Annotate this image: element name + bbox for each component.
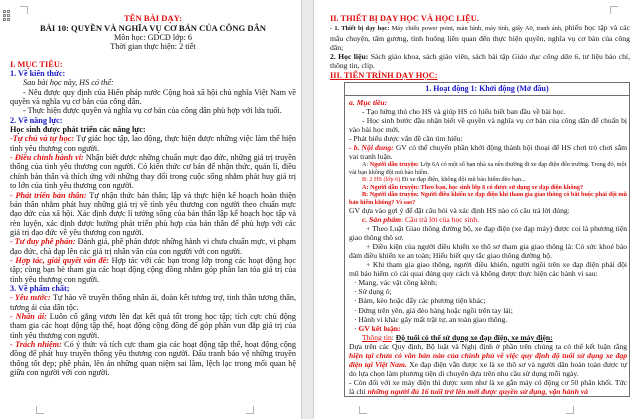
- paragraph: [10, 153, 296, 190]
- text-segment: Xe đạp điện vẫn được xe là xe thô sơ và người dân hoàn toàn được tự do lựa chọn làm phương tiện di chuyển dựa trên nhu cầu sử dụng mỗi ngày.: [349, 359, 627, 378]
- paragraph: [10, 134, 296, 153]
- text-segment: Tự giác học tập, lao động, thực hiện được những việc làm thể hiện tình yêu thương con người.: [10, 134, 296, 153]
- text-segment: -Tự chủ và tự học:: [10, 134, 77, 144]
- paragraph: [349, 206, 627, 215]
- paragraph: [330, 71, 630, 80]
- paragraph: [10, 88, 296, 107]
- text-segment: ·: [354, 323, 359, 333]
- text-segment: Đánh giá, phê phán được những hành vi chưa chuẩn mực, vi phạm đạo đức, chà đạp lên các giá trị nhân văn của con người với con người.: [10, 237, 296, 256]
- text-segment: GV dựa vào gợi ý để đặt câu hỏi và xác định HS nào có câu trả lời đúng:: [349, 206, 570, 215]
- text-segment: Độ tuổi có thể sử dụng xe đạp điện, xe máy điện:: [395, 332, 553, 342]
- paragraph: [349, 143, 627, 161]
- text-segment: - Hợp tác, giải quyết vấn đề:: [10, 255, 112, 265]
- text-segment: , tư liệu báo chí, thông tin, clip.: [330, 52, 630, 71]
- paragraph: [349, 333, 627, 342]
- activity-table-body: [345, 96, 629, 396]
- text-segment: :: [391, 332, 396, 342]
- text-segment: + Điều kiện của người điều khiển xe thô sơ tham gia giao thông là: Có sức khoẻ bảo đảm điều khiển xe an toàn; Hiểu biết quy tắc giao thông đường bộ.: [349, 242, 627, 261]
- paragraph: [10, 106, 296, 115]
- paragraph: [10, 125, 296, 134]
- paragraph: [349, 184, 627, 192]
- text-segment: hiện tại chưa có văn bản nào của chính phủ về việc quy định độ tuổi sử dụng xe đạp điện tại Việt Nam.: [349, 350, 627, 369]
- paragraph: [349, 315, 627, 324]
- text-segment: những người đủ 16 tuổi trở lên mới được quyền sử dụng, vận hành và: [367, 386, 588, 396]
- text-segment: Đi xe đạp điện, không đội mũ bảo hiểm đèo bạn...: [401, 176, 526, 183]
- text-segment: · Bám, kéo hoặc đẩy các phương tiện khác;: [354, 296, 486, 306]
- text-segment: - Điều chỉnh hành vi:: [10, 153, 86, 163]
- text-segment: 2. Về năng lực:: [10, 115, 63, 125]
- paragraph: [10, 293, 296, 312]
- text-segment: Có ý thức và tích cực tham gia các hoạt động tập thể, hoạt động cộng đồng để phát huy truyền thống yêu thương con người. Đấu tranh bảo vệ những truyền thống tốt đẹp; phê phán, lên án những quan niệm sai lầm, lệch lạc trong mối quan hệ giữa con người với con người.: [10, 340, 296, 378]
- paragraph: [349, 378, 627, 396]
- crop-mark: [566, 406, 574, 414]
- text-segment: c. Sản phẩm: [362, 215, 402, 225]
- text-segment: 2. Học liệu:: [330, 52, 371, 62]
- text-segment: - Phát triển bản thân:: [10, 190, 90, 200]
- paragraph: [10, 23, 296, 33]
- paragraph: [349, 260, 627, 278]
- text-segment: TÊN BÀI DẠY:: [124, 13, 182, 23]
- paragraph: [349, 287, 627, 296]
- text-segment: · Đứng trên yên, giá đèo hàng hoặc ngồi trên tay lái;: [354, 305, 513, 315]
- text-segment: - Tạo hứng thú cho HS và giúp HS có hiểu biết ban đầu về bài học.: [362, 106, 566, 116]
- paragraph: [10, 191, 296, 238]
- equipment-section: [330, 14, 630, 80]
- paragraph: [349, 324, 627, 333]
- text-segment: - Còn đối với xe máy điện thì được xem như là xe gắn máy có động cơ 50 phân khối. Tức là chỉ: [349, 377, 627, 396]
- text-segment: Nhận biết được những chuẩn mực đạo đức, những giá trị truyền thống của tình yêu thương con người. Có kiến thức cơ bản để nhận thức, quản lí, điều chỉnh bản thân và thích ứng với những thay đổi trong cuộc sống nhằm phát huy giá trị to lớn của tình yêu thương con người.: [10, 153, 296, 191]
- text-segment: Máy chiếu power point, màn hình, máy tính, giấy A0, tranh ảnh,: [391, 25, 565, 33]
- text-segment: Giáo dục công dân 6: [511, 52, 579, 62]
- left-page-content: [10, 13, 296, 377]
- paragraph: [349, 107, 627, 116]
- text-segment: Học sinh được phát triển các năng lực:: [10, 125, 146, 135]
- paragraph: [10, 312, 296, 340]
- text-segment: B: 2 HS (lớp 6): [362, 176, 402, 183]
- paragraph: [330, 52, 630, 71]
- paragraph: [10, 340, 296, 377]
- paragraph: [10, 33, 296, 42]
- text-segment: - b. Nội dung:: [349, 142, 396, 152]
- text-segment: I. MỤC TIÊU:: [10, 59, 63, 69]
- paragraph: [10, 237, 296, 256]
- text-segment: - Phát biểu được vấn đề cần tìm hiểu:: [349, 133, 463, 143]
- text-segment: Tự hào về truyền thống nhân ái, đoàn kết tương trợ, tinh thần tương thân, tương ái của dân tộc.: [10, 293, 297, 312]
- paragraph: [349, 176, 627, 184]
- text-segment: Luôn cố gắng vươn lên đạt kết quả tốt trong học tập; tích cực chủ động tham gia các hoạt động tập thể, hoạt động cộng đồng để góp phần vun đắp giá trị của tình yêu thương con người.: [10, 311, 296, 340]
- text-segment: - 1. Thiết bị dạy học:: [330, 25, 392, 33]
- text-segment: Hợp tác với các bạn trong lớp trong các hoạt động học tập; cùng bạn bè tham gia các hoạt động cộng đồng nhằm góp phần lan tỏa giá trị của tình yêu thương con người.: [10, 255, 297, 284]
- text-segment: + Khi tham gia giao thông, người điều khiển, người ngồi trên xe đạp điện phải đội mũ bảo hiểm có cài quai đúng quy cách và không được thực hiện các hành vi sau:: [349, 260, 627, 279]
- activity-table-header: 1. Hoạt động 1: Khởi động (Mở đầu): [345, 83, 629, 96]
- crop-mark: [359, 406, 367, 414]
- text-segment: : Câu trả lời của học sinh.: [401, 215, 480, 225]
- text-segment: BÀI 10: QUYỀN VÀ NGHĨA VỤ CƠ BẢN CỦA CÔNG DÂN: [39, 23, 266, 33]
- paragraph: [349, 342, 627, 378]
- paragraph: [330, 14, 630, 23]
- crop-mark: [246, 406, 254, 414]
- text-segment: GV kết luận:: [358, 323, 401, 333]
- text-segment: 3. Về phẩm chất;: [10, 283, 70, 293]
- text-segment: Sau bài học này, HS có thể:: [23, 78, 114, 88]
- crop-mark: [36, 406, 44, 414]
- paragraph: [10, 78, 296, 87]
- activity-table: [344, 82, 630, 397]
- paragraph: [349, 306, 627, 315]
- paragraph: [349, 116, 627, 134]
- paragraph: [10, 60, 296, 69]
- text-segment: Thời gian thực hiện: 2 tiết: [110, 42, 196, 52]
- text-segment: Tự nhận thức bản thân; lập và thực hiện kế hoạch hoàn thiện bản thân nhằm phát huy những giá trị về tình yêu thương con người theo chuẩn mực đạo đức của xã hội. Xác định được lí tưởng sống của bản thân lập kế hoạch học tập và rèn luyện, xác định được hướng phát triển phù hợp của bản thân để phù hợp với các giá trị đạo đức về yêu thương con người.: [10, 190, 296, 237]
- paragraph: [349, 191, 627, 206]
- text-segment: III. TIẾN TRÌNH DẠY HỌC:: [330, 70, 438, 80]
- text-segment: A: Người dẫn truyện: Theo bạn, học sinh lớp 6 có được sử dụng xe đạp điện không?: [362, 183, 584, 191]
- crop-mark: [610, 6, 618, 14]
- right-page-content: [330, 14, 630, 397]
- text-segment: - Nhân ái:: [10, 311, 50, 321]
- text-segment: - Nêu được quy định của Hiến pháp nước Cộng hoà xã hội chủ nghĩa Việt Nam về quyền và nghĩa vụ cơ bản của công dân.: [10, 87, 296, 107]
- text-segment: - Trách nhiệm:: [10, 340, 65, 349]
- paragraph: [349, 278, 627, 287]
- text-segment: Lớp 6A có một số bạn nhà xa nên thường đi xe đạp điện đến trường. Trong đó, một vài bạn không đội mũ bảo hiểm.: [349, 161, 627, 176]
- text-segment: Dựa trên các Quy định, Bộ luật và Nghị định ở phần trên chúng ta có thể kết luận rằng: [349, 341, 627, 351]
- text-segment: GV có thể chuyển phần khởi động thành hội thoại để HS chơi trò chơi sắm vai tranh luận.: [349, 142, 627, 161]
- text-segment: II. THIẾT BỊ DẠY HỌC VÀ HỌC LIỆU.: [330, 14, 479, 23]
- text-segment: phiếu học tập và các mẩu chuyện, tấm gương, tình huống liên quan đến thực hiện quyền, nghĩa vụ cơ bản của công dân;: [330, 23, 631, 52]
- paragraph: [349, 296, 627, 305]
- text-segment: - Yêu nước:: [10, 293, 53, 303]
- page-gap: [301, 0, 314, 419]
- text-segment: - Thực hiện được quyền và nghĩa vụ cơ bản của công dân phù hợp với lứa tuổi.: [23, 106, 282, 116]
- paragraph: [349, 224, 627, 242]
- paragraph: [10, 13, 296, 23]
- text-segment: Môn học: GDCD lớp: 6: [113, 33, 193, 42]
- paragraph: [349, 98, 627, 107]
- text-segment: 1. Về kiến thức:: [10, 69, 66, 79]
- paragraph: [10, 256, 296, 284]
- text-segment: - Học sinh bước đầu nhận biết về quyền và nghĩa vụ cơ bản của công dân để chuẩn bị vào bài học mới.: [349, 115, 627, 134]
- text-segment: B: Người dẫn truyện: Người điều khiển xe đạp điện khi tham gia giao thông có bắt buộc phải đội mũ bảo hiểm không? Vì sao?: [349, 191, 627, 206]
- text-segment: Người dẫn truyện:: [369, 161, 421, 168]
- text-segment: A:: [362, 161, 370, 168]
- text-segment: · Sử dụng ô;: [354, 287, 392, 297]
- text-segment: Thông tin: [362, 332, 392, 342]
- text-segment: · Hành vi khác gây mất trật tự, an toàn giao thông.: [354, 314, 508, 324]
- text-segment: + Theo Luật Giao thông đường bộ, xe đạp điện (xe đạp máy) được coi là phương tiện giao thông thô sơ.: [349, 224, 627, 243]
- paragraph: [349, 134, 627, 143]
- text-segment: Sách giáo khoa, sách giáo viên, sách bài tập: [370, 52, 512, 62]
- paragraph: [10, 284, 296, 293]
- paragraph: [10, 42, 296, 51]
- paragraph: [349, 242, 627, 260]
- text-segment: - Tư duy phê phán:: [10, 237, 78, 247]
- paragraph: [349, 215, 627, 224]
- text-segment: · Mang, vác vật cồng kềnh;: [354, 278, 438, 288]
- paragraph: [10, 116, 296, 125]
- paragraph: [330, 23, 630, 52]
- paragraph: [10, 69, 296, 78]
- paragraph: [349, 161, 627, 176]
- text-segment: a. Mục tiêu:: [349, 97, 388, 107]
